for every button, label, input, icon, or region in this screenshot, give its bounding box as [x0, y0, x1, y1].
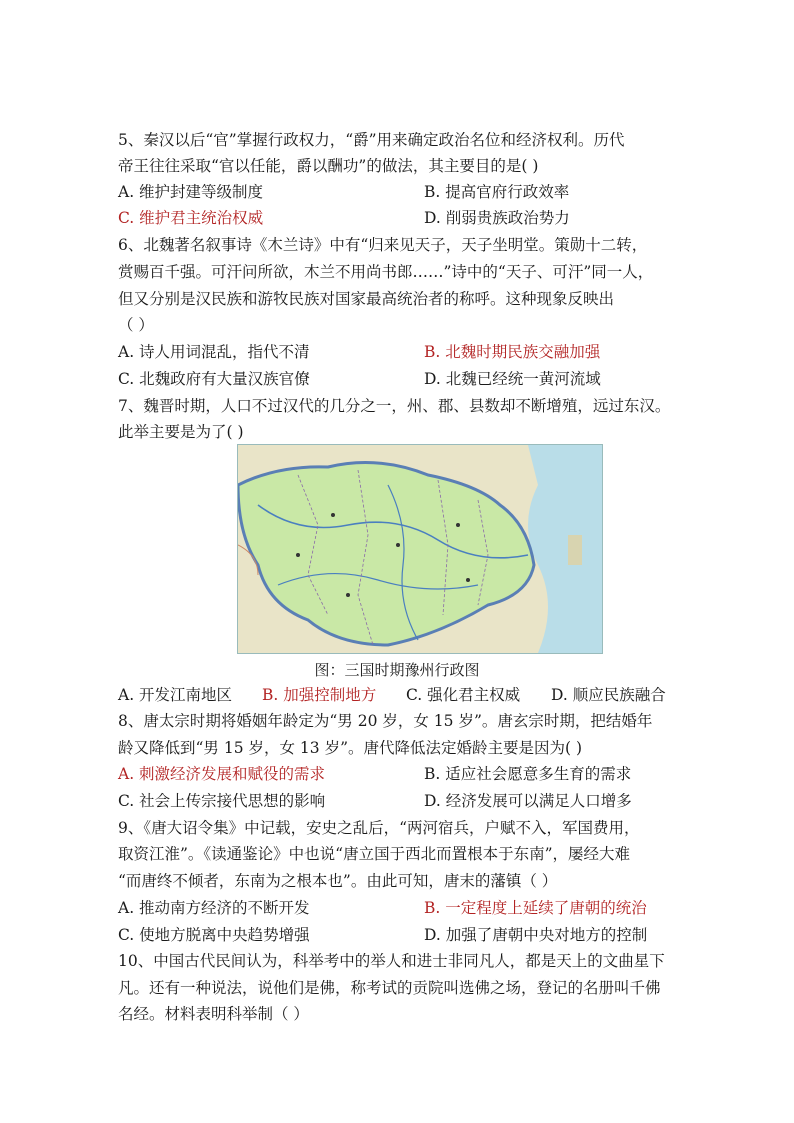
- map-island: [568, 535, 582, 565]
- q5-option-c-answer: C. 维护君主统治权威: [118, 209, 264, 227]
- map-caption: 图：三国时期豫州行政图: [314, 661, 480, 679]
- q7-option-d: D. 顺应民族融合: [551, 686, 666, 704]
- q5-option-d: D. 削弱贵族政治势力: [424, 209, 570, 227]
- q8-option-b: B. 适应社会愿意多生育的需求: [424, 765, 632, 783]
- q6-stem-line2: 赏赐百千强。可汗问所欲，木兰不用尚书郎……”诗中的“天子、可汗”同一人，: [118, 263, 654, 281]
- q9-stem-line3: “而唐终不倾者，东南为之根本也”。由此可知，唐末的藩镇（ ）: [118, 872, 558, 890]
- map-city-3: [456, 523, 460, 527]
- q10-stem-line3: 名经。材料表明科举制（ ）: [118, 1005, 309, 1023]
- yuzhou-map-image: [237, 444, 603, 654]
- q6-option-d: D. 北魏已经统一黄河流域: [424, 370, 601, 388]
- q9-stem-line1: 9、《唐大诏令集》中记载，安史之乱后，“两河宿兵，户赋不入，军国费用，: [118, 819, 640, 837]
- q6-stem-line1: 6、北魏著名叙事诗《木兰诗》中有“归来见天子，天子坐明堂。策勋十二转，: [118, 236, 648, 254]
- q6-option-b-answer: B. 北魏时期民族交融加强: [424, 343, 601, 361]
- q5-option-b: B. 提高官府行政效率: [424, 183, 570, 201]
- q7-option-c: C. 强化君主权威: [406, 686, 521, 704]
- q5-stem-line1: 5、秦汉以后“官”掌握行政权力，“爵”用来确定政治名位和经济权利。历代: [118, 131, 625, 149]
- map-city-1: [331, 513, 335, 517]
- q5-stem-line2: 帝王往往采取“官以任能，爵以酬功”的做法，其主要目的是( ): [118, 157, 539, 175]
- q7-stem-line2: 此举主要是为了( ): [118, 423, 244, 441]
- q9-stem-line2: 取资江淮”。《读通鉴论》中也说“唐立国于西北而置根本于东南”，屡经大难: [118, 845, 631, 863]
- q8-option-a-answer: A. 刺激经济发展和赋役的需求: [118, 765, 326, 783]
- q7-option-a: A. 开发江南地区: [118, 686, 233, 704]
- q7-stem-line1: 7、魏晋时期，人口不过汉代的几分之一，州、郡、县数却不断增殖，远过东汉。: [118, 397, 671, 415]
- map-city-5: [466, 578, 470, 582]
- map-city-2: [396, 543, 400, 547]
- q8-option-d: D. 经济发展可以满足人口增多: [424, 792, 632, 810]
- q7-option-b-answer: B. 加强控制地方: [262, 686, 377, 704]
- q8-stem-line2: 龄又降低到“男 15 岁，女 13 岁”。唐代降低法定婚龄主要是因为( ): [118, 739, 583, 757]
- q10-stem-line1: 10、中国古代民间认为，科举考中的举人和进士非同凡人，都是天上的文曲星下: [118, 952, 665, 970]
- q8-option-c: C. 社会上传宗接代思想的影响: [118, 792, 326, 810]
- q9-option-c: C. 使地方脱离中央趋势增强: [118, 926, 310, 944]
- map-city-6: [296, 553, 300, 557]
- map-illustration: [238, 445, 602, 653]
- q9-option-d: D. 加强了唐朝中央对地方的控制: [424, 926, 648, 944]
- q6-option-a: A. 诗人用词混乱，指代不清: [118, 343, 310, 361]
- q9-option-a: A. 推动南方经济的不断开发: [118, 899, 310, 917]
- q6-stem-line3: 但又分别是汉民族和游牧民族对国家最高统治者的称呼。这种现象反映出: [118, 290, 615, 308]
- q5-option-a: A. 维护封建等级制度: [118, 183, 264, 201]
- q6-stem-line4: （ ）: [118, 316, 154, 334]
- q9-option-b-answer: B. 一定程度上延续了唐朝的统治: [424, 899, 647, 917]
- q10-stem-line2: 凡。还有一种说法，说他们是佛，称考试的贡院叫选佛之场，登记的名册叫千佛: [118, 979, 661, 997]
- q6-option-c: C. 北魏政府有大量汉族官僚: [118, 370, 310, 388]
- map-city-4: [346, 593, 350, 597]
- q8-stem-line1: 8、唐太宗时期将婚姻年龄定为“男 20 岁，女 15 岁”。唐玄宗时期，把结婚年: [118, 712, 653, 730]
